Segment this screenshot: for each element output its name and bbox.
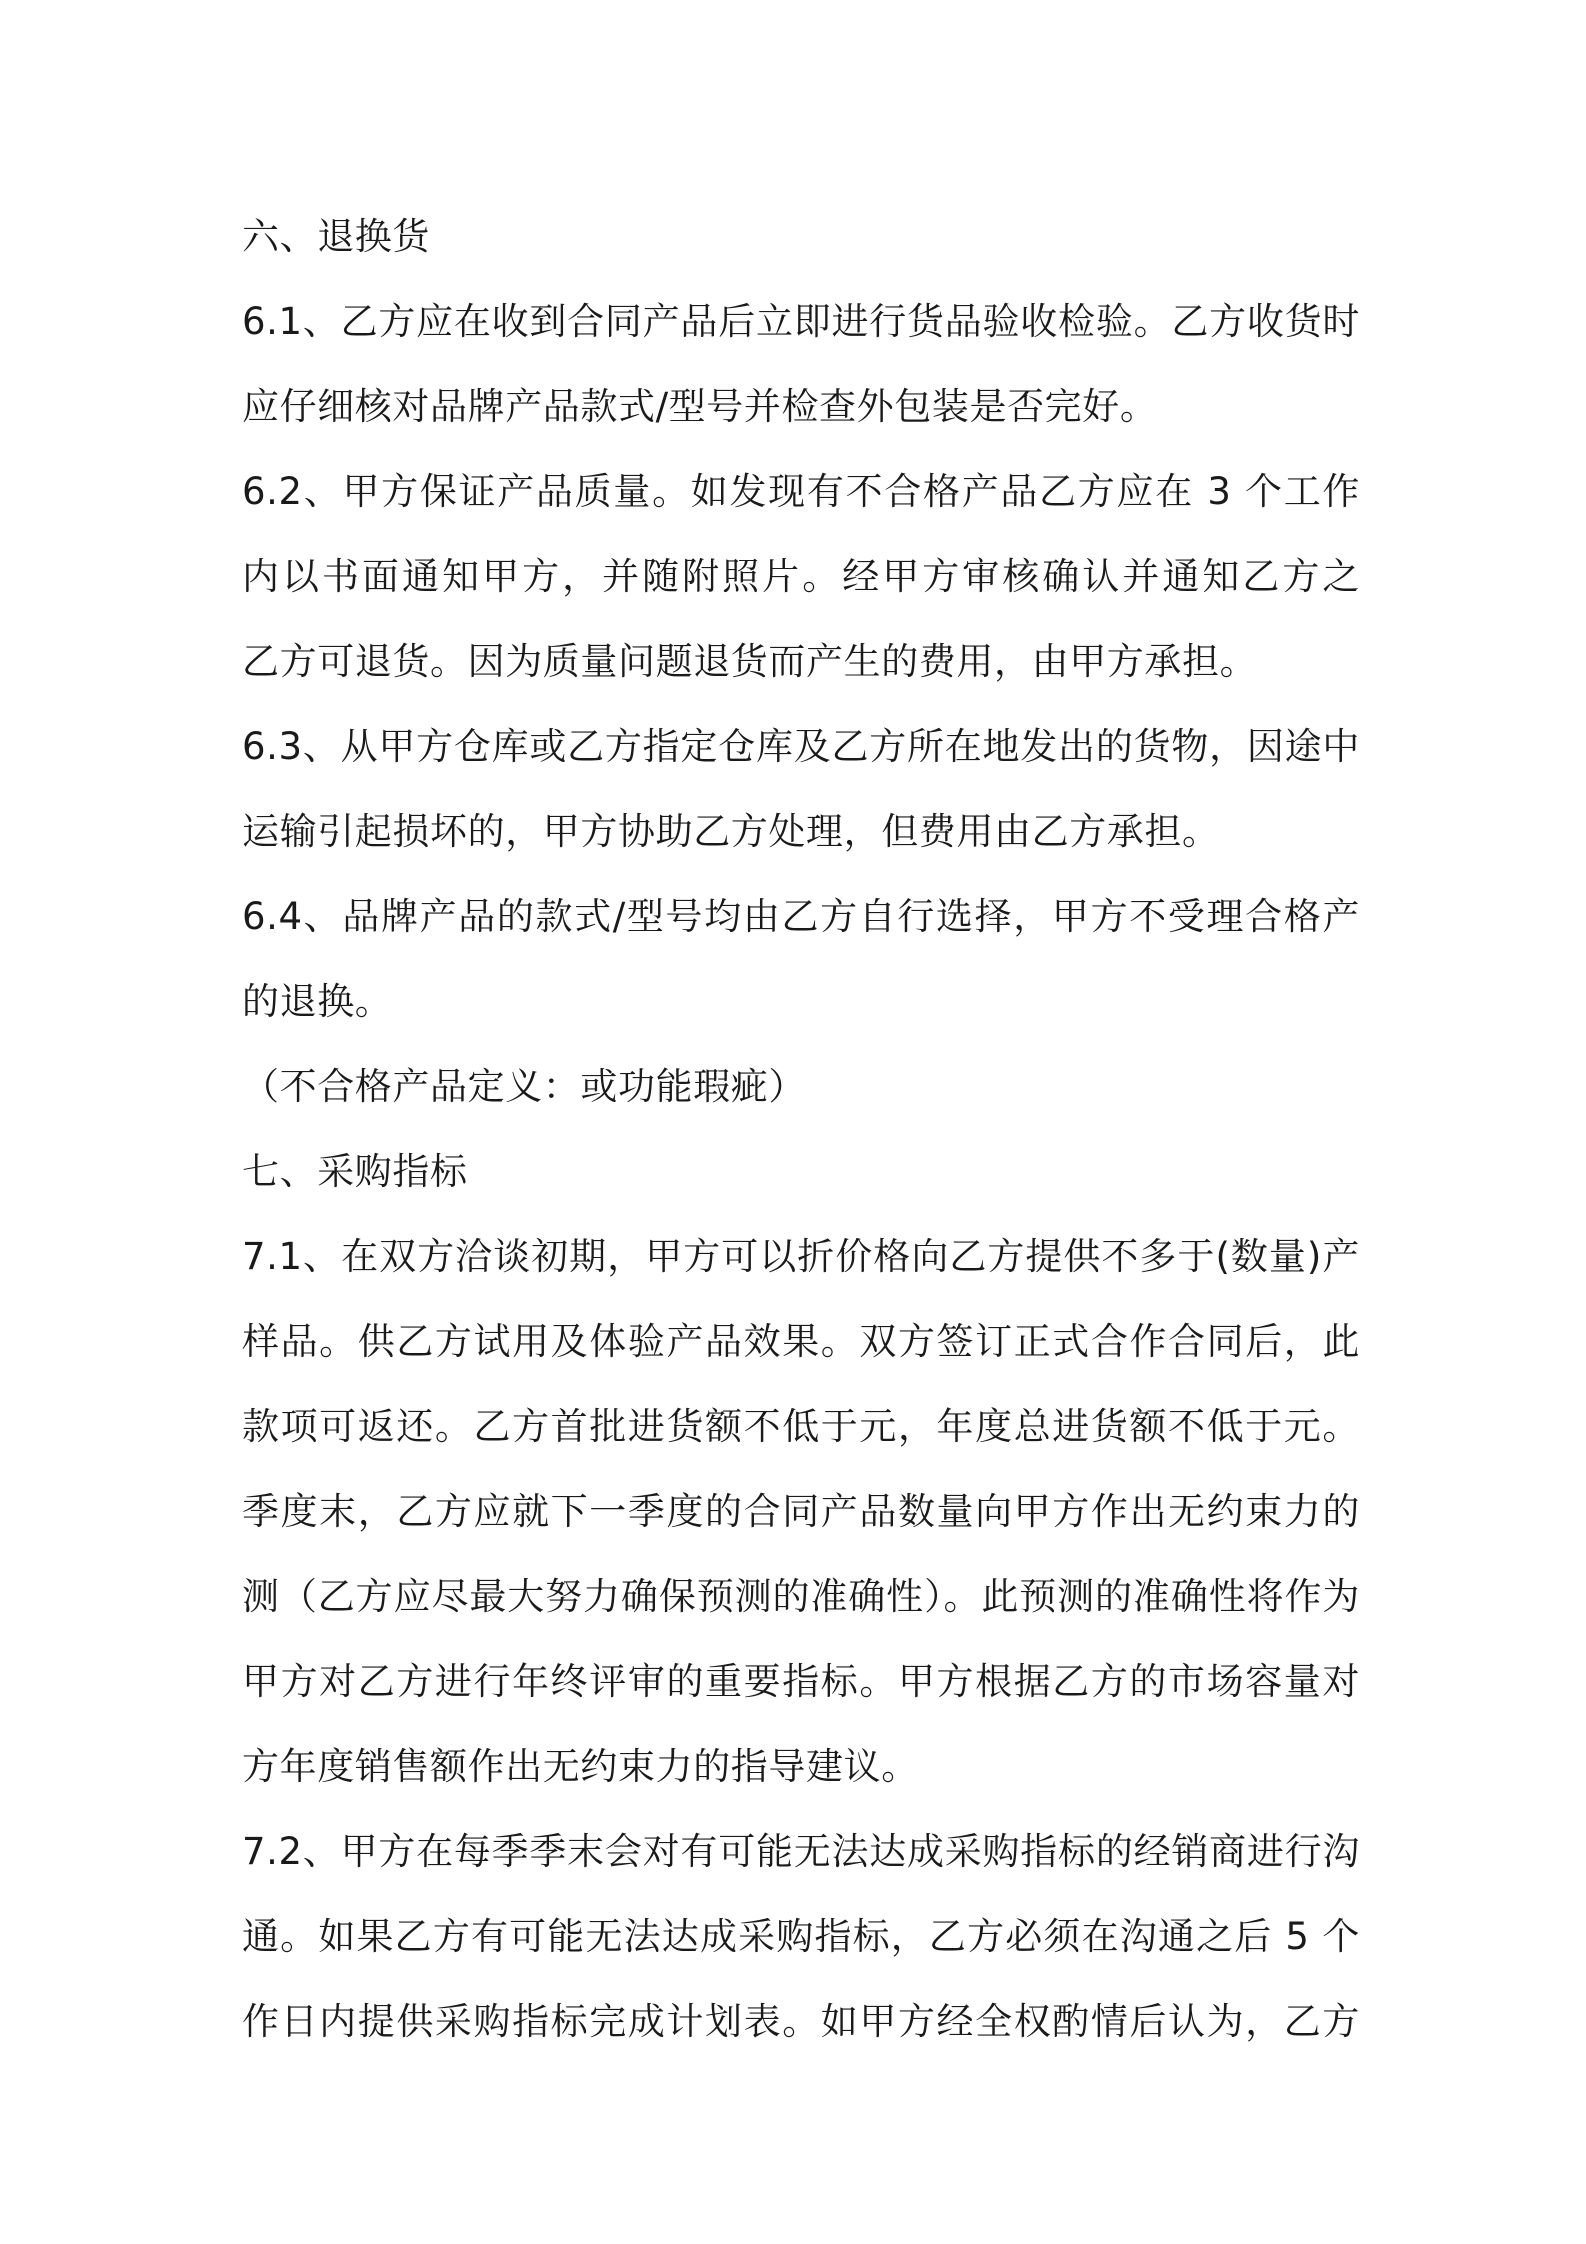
paragraph-line: 通。如果乙方有可能无法达成采购指标，乙方必须在沟通之后 5 个 <box>242 1915 1360 1958</box>
document-body <box>242 194 1360 2064</box>
paragraph-line: 样品。供乙方试用及体验产品效果。双方签订正式合作合同后，此 <box>242 1320 1360 1363</box>
paragraph-line: 甲方对乙方进行年终评审的重要指标。甲方根据乙方的市场容量对 <box>242 1660 1360 1703</box>
paragraph-line: 6.2、甲方保证产品质量。如发现有不合格产品乙方应在 3 个工作 <box>242 470 1360 513</box>
paragraph-line: 测（乙方应尽最大努力确保预测的准确性）。此预测的准确性将作为 <box>242 1575 1360 1618</box>
paragraph-line: 应仔细核对品牌产品款式/型号并检查外包装是否完好。 <box>242 385 1158 428</box>
paragraph-note: （不合格产品定义：或功能瑕疵） <box>242 1065 806 1108</box>
paragraph-line: 7.1、在双方洽谈初期，甲方可以折价格向乙方提供不多于(数量)产 <box>242 1235 1360 1278</box>
section-heading: 七、采购指标 <box>242 1150 468 1193</box>
paragraph-line: 6.3、从甲方仓库或乙方指定仓库及乙方所在地发出的货物，因途中 <box>242 725 1360 768</box>
section-heading: 六、退换货 <box>242 215 430 258</box>
paragraph-line: 季度末，乙方应就下一季度的合同产品数量向甲方作出无约束力的 <box>242 1490 1360 1533</box>
paragraph-line: 方年度销售额作出无约束力的指导建议。 <box>242 1745 919 1788</box>
paragraph-line: 6.1、乙方应在收到合同产品后立即进行货品验收检验。乙方收货时 <box>242 300 1360 343</box>
paragraph-line: 内以书面通知甲方，并随附照片。经甲方审核确认并通知乙方之 <box>242 555 1360 598</box>
paragraph-line: 6.4、品牌产品的款式/型号均由乙方自行选择，甲方不受理合格产 <box>242 895 1360 938</box>
paragraph-line: 运输引起损坏的，甲方协助乙方处理，但费用由乙方承担。 <box>242 810 1220 853</box>
paragraph-line: 7.2、甲方在每季季末会对有可能无法达成采购指标的经销商进行沟 <box>242 1830 1360 1873</box>
paragraph-line: 的退换。 <box>242 980 393 1023</box>
paragraph-line: 款项可返还。乙方首批进货额不低于元，年度总进货额不低于元。 <box>242 1405 1360 1448</box>
paragraph-line: 作日内提供采购指标完成计划表。如甲方经全权酌情后认为，乙方 <box>242 2000 1360 2043</box>
paragraph-line: 乙方可退货。因为质量问题退货而产生的费用，由甲方承担。 <box>242 640 1258 683</box>
